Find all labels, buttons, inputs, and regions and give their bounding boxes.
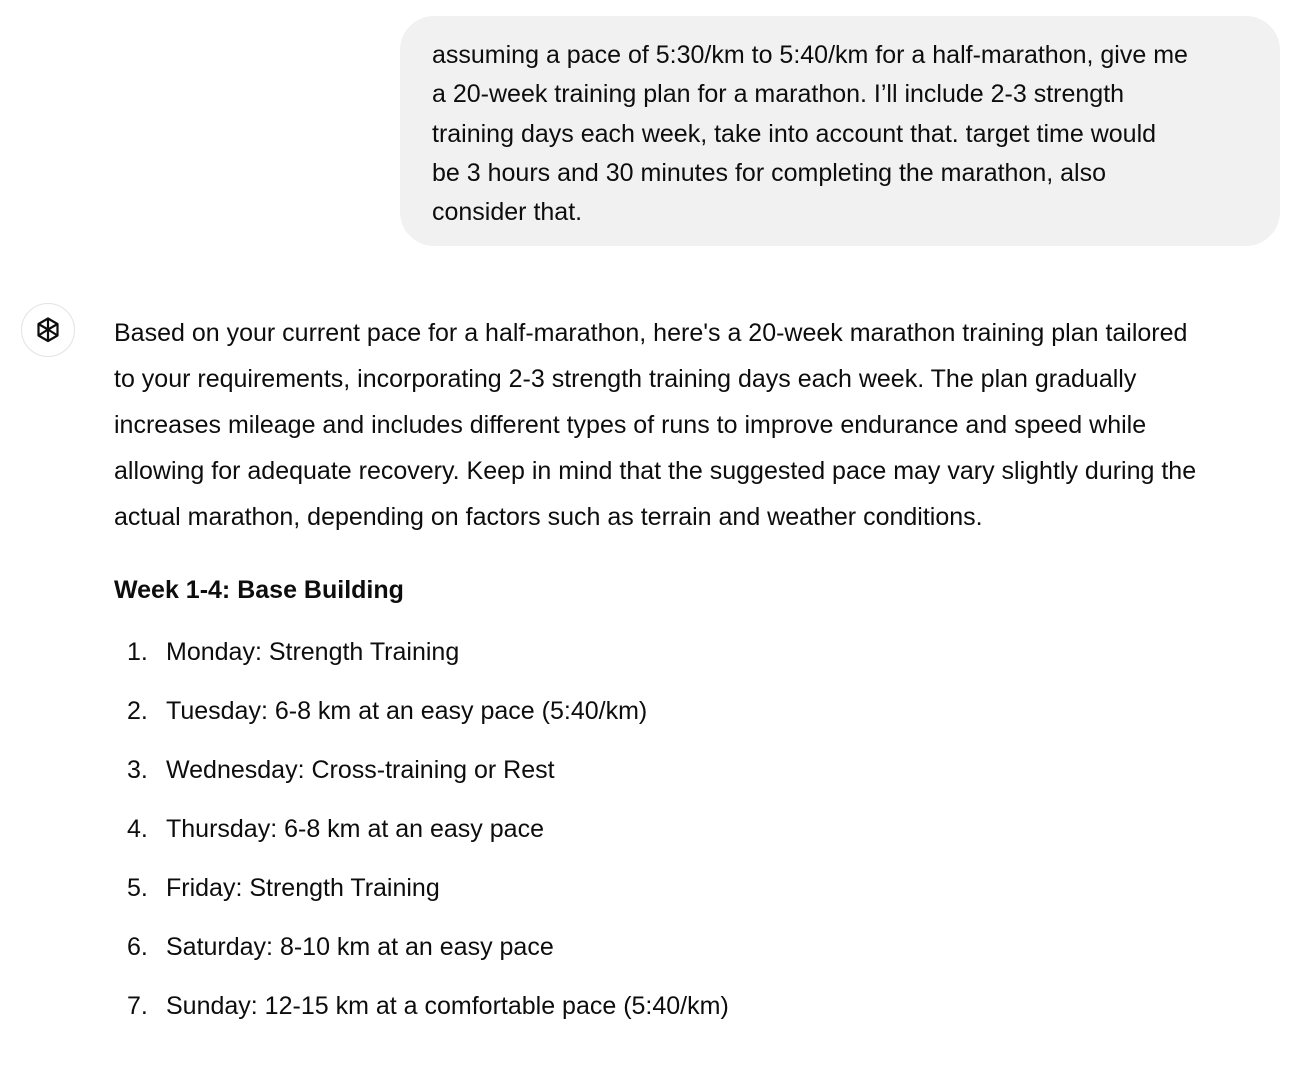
list-item-text: Sunday: 12-15 km at a comfortable pace (5:40/km) <box>166 992 729 1020</box>
list-item-text: Saturday: 8-10 km at an easy pace <box>166 933 554 961</box>
list-item <box>114 634 1289 670</box>
assistant-message <box>114 310 1289 1047</box>
list-item-number: 3. <box>127 756 148 784</box>
openai-logo-icon <box>32 314 64 346</box>
intro-line: to your requirements, incorporating 2-3 strength training days each week. The plan gradually <box>114 365 1137 393</box>
list-item <box>114 811 1289 847</box>
user-message-line: consider that. <box>432 198 583 227</box>
list-item-number: 2. <box>127 697 148 725</box>
intro-line: Based on your current pace for a half-marathon, here's a 20-week marathon training plan tailored <box>114 319 1188 347</box>
user-message-bubble <box>400 16 1280 246</box>
list-item-text: Monday: Strength Training <box>166 638 460 666</box>
intro-line: allowing for adequate recovery. Keep in mind that the suggested pace may vary slightly during the <box>114 457 1197 485</box>
list-item-number: 1. <box>127 638 148 666</box>
user-message-line: assuming a pace of 5:30/km to 5:40/km for a half-marathon, give me <box>432 41 1188 69</box>
list-item-number: 4. <box>127 815 148 843</box>
list-item-text: Wednesday: Cross-training or Rest <box>166 756 555 784</box>
assistant-avatar <box>21 303 75 357</box>
list-item <box>114 988 1289 1024</box>
user-message-line: training days each week, take into account that. target time would <box>432 119 1157 148</box>
list-item-text: Tuesday: 6-8 km at an easy pace (5:40/km) <box>166 697 648 725</box>
intro-line: actual marathon, depending on factors such as terrain and weather conditions. <box>114 503 983 531</box>
user-message-line: be 3 hours and 30 minutes for completing the marathon, also <box>432 158 1107 187</box>
assistant-intro-paragraph <box>114 310 1289 540</box>
list-item-number: 7. <box>127 992 148 1020</box>
user-message-line: a 20-week training plan for a marathon. I’ll include 2-3 strength <box>432 80 1125 109</box>
section-heading: Week 1-4: Base Building <box>114 576 404 604</box>
list-item <box>114 752 1289 788</box>
list-item-number: 5. <box>127 874 148 902</box>
list-item <box>114 693 1289 729</box>
training-plan-list <box>114 634 1289 1024</box>
list-item-text: Thursday: 6-8 km at an easy pace <box>166 815 544 843</box>
intro-line: increases mileage and includes different types of runs to improve endurance and speed while <box>114 411 1147 439</box>
list-item <box>114 870 1289 906</box>
list-item <box>114 929 1289 965</box>
list-item-number: 6. <box>127 933 148 961</box>
list-item-text: Friday: Strength Training <box>166 874 440 902</box>
